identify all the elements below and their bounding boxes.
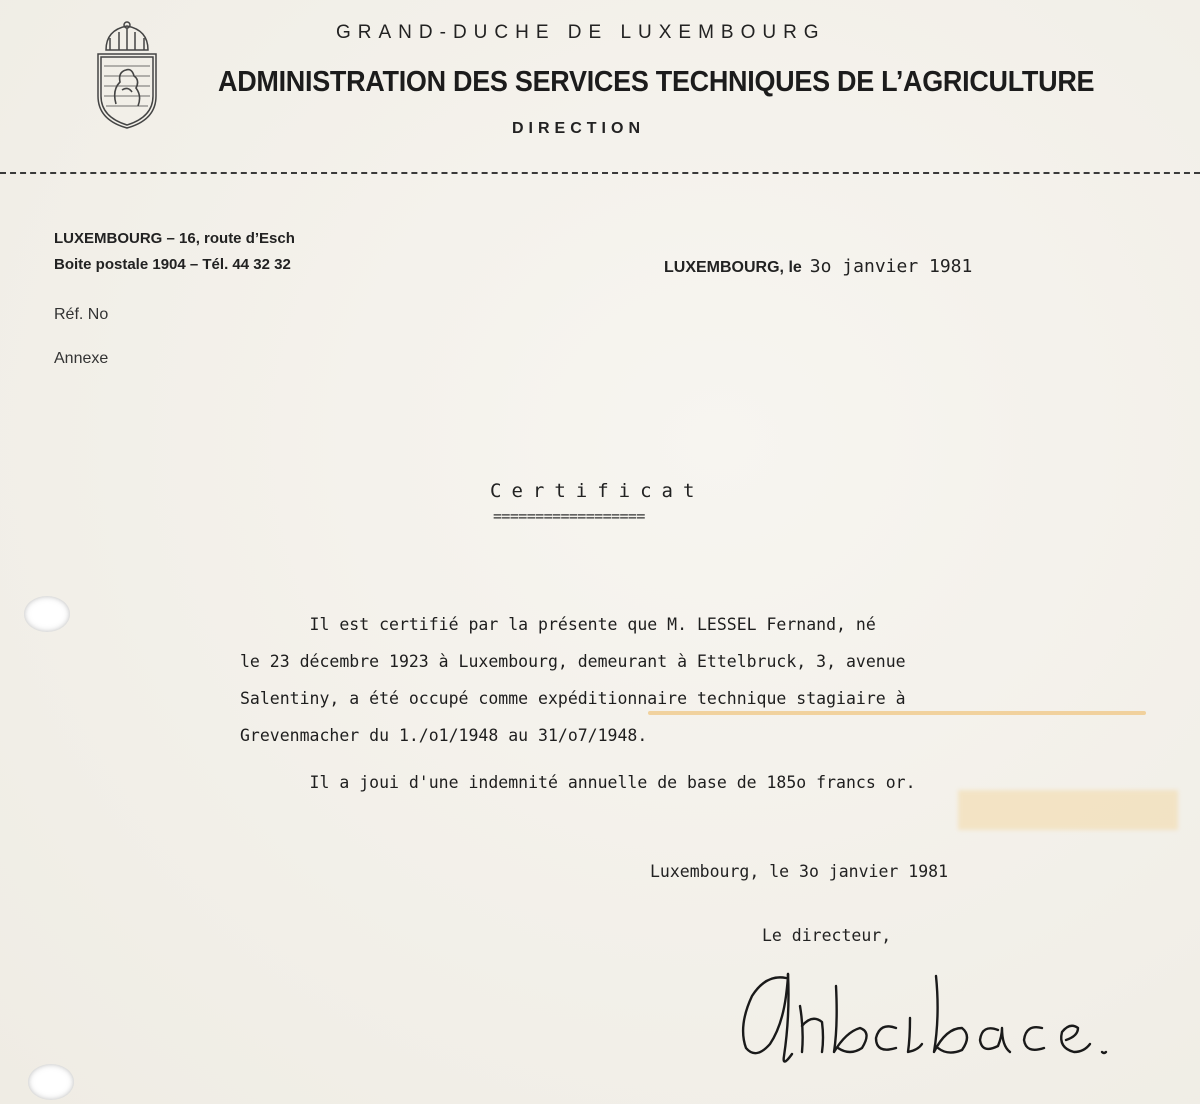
header-administration: ADMINISTRATION DES SERVICES TECHNIQUES DE L’AGRICULTURE xyxy=(218,66,1095,98)
signatory-title: Le directeur, xyxy=(762,926,892,945)
coat-of-arms-icon xyxy=(92,20,162,132)
annexe-label: Annexe xyxy=(54,350,109,367)
body-line: Grevenmacher du 1./o1/1948 au 31/o7/1948. xyxy=(240,726,648,745)
certificate-title: Certificat xyxy=(490,480,705,502)
body-paragraph-2: Il a joui d'une indemnité annuelle de base de 185o francs or. xyxy=(240,773,916,792)
reference-label: Réf. No xyxy=(54,306,109,323)
header-country: GRAND-DUCHE DE LUXEMBOURG xyxy=(336,22,826,43)
punch-hole xyxy=(28,1064,74,1100)
dateline-city: LUXEMBOURG, le xyxy=(664,259,802,276)
closing-place-date: Luxembourg, le 3o janvier 1981 xyxy=(650,862,949,881)
handwritten-signature xyxy=(726,956,1146,1076)
header-department: DIRECTION xyxy=(512,120,645,137)
dateline-date: 3o janvier 1981 xyxy=(809,256,973,277)
address-line-2: Boite postale 1904 – Tél. 44 32 32 xyxy=(54,256,291,273)
dateline xyxy=(664,256,972,277)
certificate-title-underline: ================== xyxy=(493,507,645,525)
address-line-1: LUXEMBOURG – 16, route d’Esch xyxy=(54,230,295,247)
body-line: Il est certifié par la présente que M. LESSEL Fernand, né xyxy=(240,615,876,634)
punch-hole xyxy=(24,596,70,632)
sender-address xyxy=(54,226,295,278)
body-line: le 23 décembre 1923 à Luxembourg, demeurant à Ettelbruck, 3, avenue xyxy=(240,652,906,671)
certificate-body xyxy=(240,606,1180,801)
header-divider xyxy=(0,172,1200,174)
body-line: Salentiny, a été occupé comme expéditionnaire technique stagiaire à xyxy=(240,689,906,708)
